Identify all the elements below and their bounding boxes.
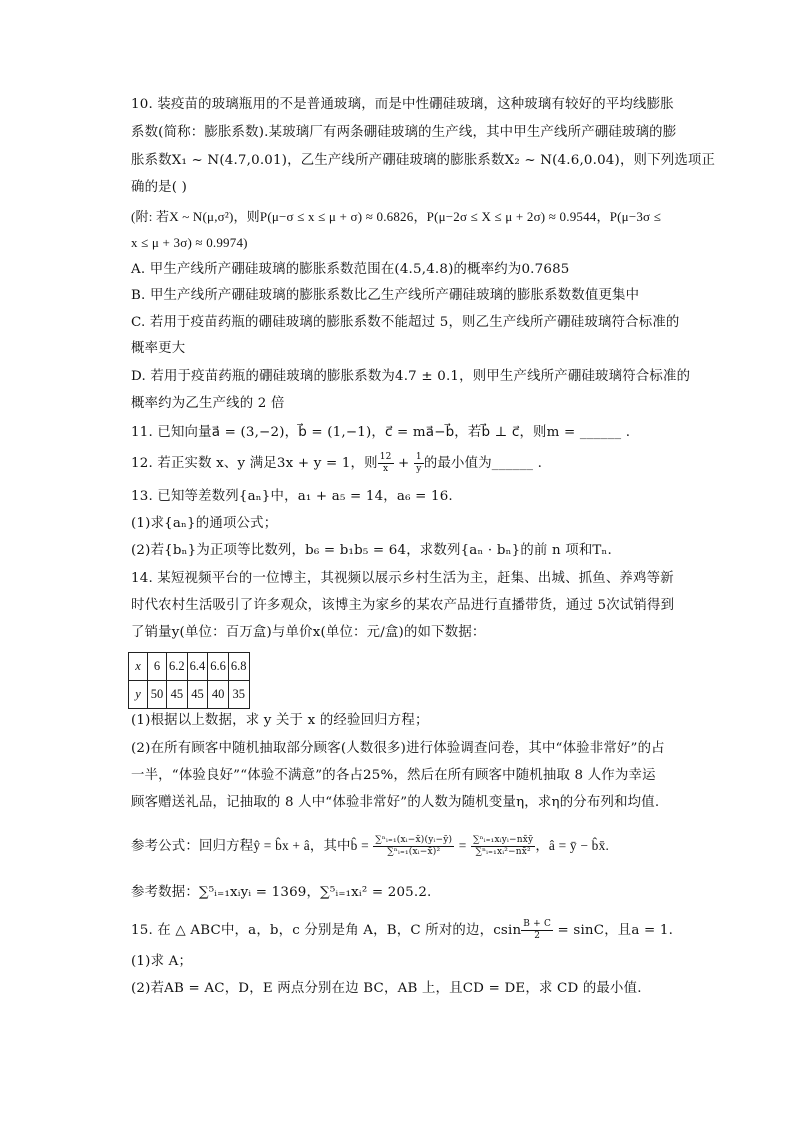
q14-reference-formula bbox=[131, 835, 609, 858]
q15-f-num: B + C bbox=[523, 919, 552, 929]
table-cell: 6.4 bbox=[187, 653, 208, 681]
q10-line-3: 胀系数X₁ ~ N(4.7,0.01)，乙生产线所产硼硅玻璃的膨胀系数X₂ ~ N(4.6,0.04)，则下列选项正 bbox=[131, 153, 716, 168]
q12-fraction-1 bbox=[378, 452, 394, 475]
table-cell: 6.8 bbox=[228, 653, 249, 681]
q15-fraction bbox=[521, 919, 553, 942]
formula-equals: = bbox=[458, 838, 467, 853]
q12-f1-den: x bbox=[383, 464, 389, 474]
formula-f1-num: ∑ⁿᵢ₌₁(xᵢ−x̄)(yᵢ−ȳ) bbox=[375, 835, 453, 845]
q12-fraction-2 bbox=[414, 452, 424, 475]
q10-option-d-2: 概率约为乙生产线的 2 倍 bbox=[131, 396, 285, 411]
question-11: 11. 已知向量a⃗ = (3,−2)，b⃗ = (1,−1)，c⃗ = ma⃗−b⃗，若b⃗ ⊥ c⃗，则m = ______ . bbox=[131, 425, 631, 440]
formula-f1-den: ∑ⁿᵢ₌₁(xᵢ−x̄)² bbox=[387, 847, 441, 857]
question-12: 12. 若正实数 x、y 满足3x + y = 1，则 $\frac{12}{x}$ + $\frac{1}{y}$ 的最小值为______ . bbox=[131, 452, 543, 474]
q14-line-3: 了销量y(单位：百万盒)与单价x(单位：元/盒)的如下数据： bbox=[131, 625, 486, 640]
formula-label: 参考公式：回归方程 bbox=[131, 839, 254, 854]
q14-data-table bbox=[128, 652, 250, 709]
q13-line-1: 13. 已知等差数列{aₙ}中，a₁ + a₅ = 14，a₆ = 16. bbox=[131, 489, 453, 504]
q10-note-1: (附: 若X ~ N(μ,σ²)，则P(μ−σ ≤ x ≤ μ + σ) ≈ 0.6826，P(μ−2σ ≤ X ≤ μ + 2σ) ≈ 0.9544，P(μ−3σ ≤ bbox=[131, 209, 662, 224]
table-cell: 6.2 bbox=[167, 653, 188, 681]
q12-prefix: 12. 若正实数 x、y 满足3x + y = 1，则 bbox=[131, 456, 378, 471]
table-header-x: x bbox=[129, 653, 148, 681]
table-row bbox=[129, 653, 250, 681]
formula-equation: ŷ = b̂x + â，其中b̂ = bbox=[253, 838, 369, 853]
formula-tail: ，â = ȳ − b̂x̄. bbox=[535, 838, 610, 853]
table-cell: 6.6 bbox=[208, 653, 229, 681]
q14-line-2: 时代农村生活吸引了许多观众，该博主为家乡的某农产品进行直播带货，通过 5次试销得到 bbox=[131, 598, 675, 613]
q10-line-2: 系数(简称：膨胀系数).某玻璃厂有两条硼硅玻璃的生产线，其中甲生产线所产硼硅玻璃的膨 bbox=[131, 125, 677, 140]
q10-line-1: 10. 装疫苗的玻璃瓶用的不是普通玻璃，而是中性硼硅玻璃，这种玻璃有较好的平均线膨胀 bbox=[131, 97, 674, 112]
q10-line-4: 确的是( ) bbox=[131, 180, 188, 195]
table-cell: 45 bbox=[167, 681, 188, 709]
q13-part-1: (1)求{aₙ}的通项公式； bbox=[131, 516, 278, 531]
q14-part-2-line-3: 顾客赠送礼品，记抽取的 8 人中“体验非常好”的人数为随机变量η，求η的分布列和均值. bbox=[131, 795, 660, 810]
formula-f2-den: ∑ⁿᵢ₌₁xᵢ²−nx̄² bbox=[475, 847, 531, 857]
table-cell: 35 bbox=[228, 681, 249, 709]
q10-option-c-2: 概率更大 bbox=[131, 341, 186, 356]
table-cell: 6 bbox=[148, 653, 167, 681]
formula-f2-num: ∑ⁿᵢ₌₁xᵢyᵢ−nx̄ȳ bbox=[472, 835, 534, 845]
formula-fraction-1 bbox=[373, 835, 454, 858]
table-header-y: y bbox=[129, 681, 148, 709]
q10-option-b: B. 甲生产线所产硼硅玻璃的膨胀系数比乙生产线所产硼硅玻璃的膨胀系数数值更集中 bbox=[131, 288, 640, 303]
q12-f2-den: y bbox=[416, 464, 422, 474]
q15-part-1: (1)求 A； bbox=[131, 954, 193, 969]
q14-line-1: 14. 某短视频平台的一位博主，其视频以展示乡村生活为主，赶集、出城、抓鱼、养鸡等新 bbox=[131, 571, 674, 586]
q14-part-2-line-1: (2)在所有顾客中随机抽取部分顾客(人数很多)进行体验调查问卷，其中“体验非常好”的占 bbox=[131, 741, 665, 756]
table-cell: 50 bbox=[148, 681, 167, 709]
q10-option-a: A. 甲生产线所产硼硅玻璃的膨胀系数范围在(4.5,4.8)的概率约为0.7685 bbox=[131, 262, 570, 277]
table-cell: 45 bbox=[187, 681, 208, 709]
q10-option-d-1: D. 若用于疫苗药瓶的硼硅玻璃的膨胀系数为4.7 ± 0.1，则甲生产线所产硼硅玻璃符合标准的 bbox=[131, 369, 691, 384]
formula-fraction-2 bbox=[471, 835, 535, 858]
q14-part-1: (1)根据以上数据，求 y 关于 x 的经验回归方程； bbox=[131, 713, 429, 728]
q14-part-2-line-2: 一半，“体验良好”“体验不满意”的各占25%，然后在所有顾客中随机抽取 8 人作为幸运 bbox=[131, 768, 656, 783]
q15-line-1 bbox=[131, 919, 673, 942]
q10-note-2: x ≤ μ + 3σ) ≈ 0.9974) bbox=[131, 235, 248, 250]
q15-prefix: 15. 在 △ ABC中，a，b，c 分别是角 A，B，C 所对的边，csin bbox=[131, 923, 522, 938]
q12-f1-num: 12 bbox=[379, 452, 392, 462]
q10-option-c-1: C. 若用于疫苗药瓶的硼硅玻璃的膨胀系数不能超过 5，则乙生产线所产硼硅玻璃符合标准的 bbox=[131, 315, 680, 330]
q14-reference-data: 参考数据：∑⁵ᵢ₌₁xᵢyᵢ = 1369，∑⁵ᵢ₌₁xᵢ² = 205.2. bbox=[131, 885, 432, 900]
q13-part-2: (2)若{bₙ}为正项等比数列，b₆ = b₁b₅ = 64，求数列{aₙ · bₙ}的前 n 项和Tₙ. bbox=[131, 543, 613, 558]
q12-suffix: 的最小值为______ . bbox=[423, 456, 543, 471]
q15-f-den: 2 bbox=[534, 931, 541, 941]
q15-suffix: = sinC，且a = 1. bbox=[553, 923, 674, 938]
q15-part-2: (2)若AB = AC，D，E 两点分别在边 BC，AB 上，且CD = DE，求 CD 的最小值. bbox=[131, 981, 642, 996]
q12-f2-num: 1 bbox=[415, 452, 422, 462]
table-cell: 40 bbox=[208, 681, 229, 709]
table-row bbox=[129, 681, 250, 709]
